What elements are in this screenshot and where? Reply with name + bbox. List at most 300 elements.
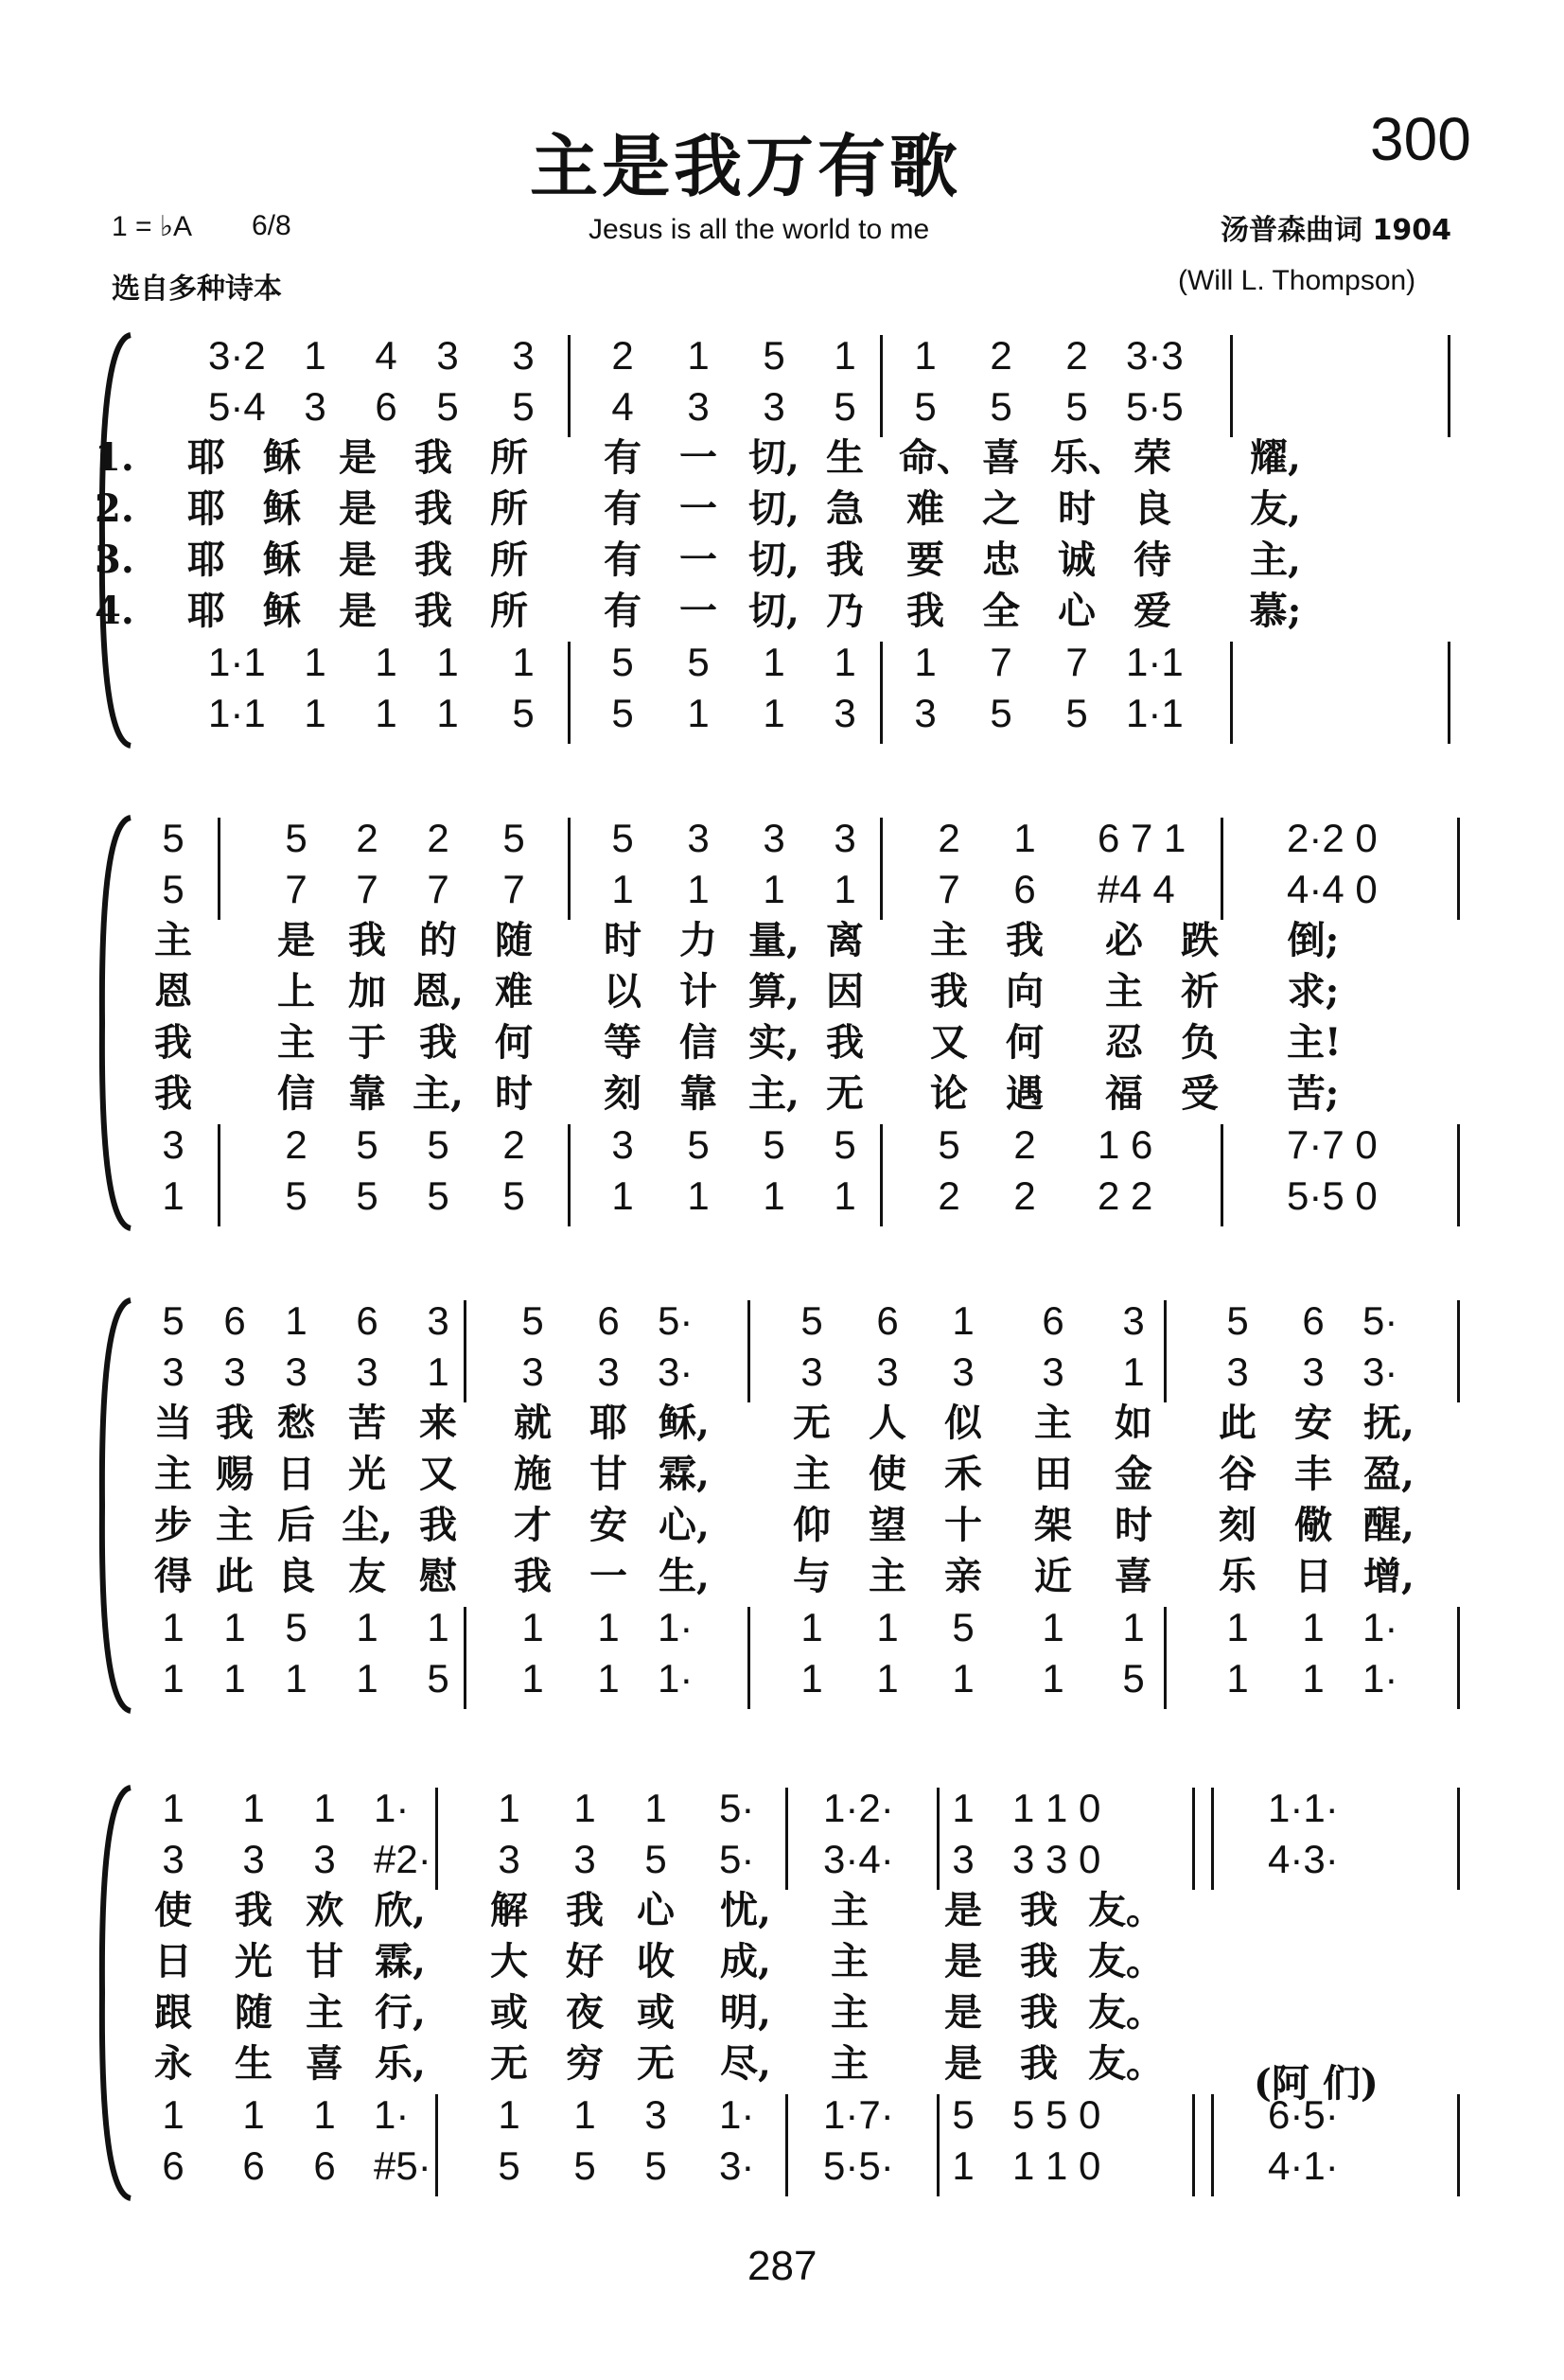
lyric-syllable: 耶 [187,538,225,582]
lyric-syllable: 主 [216,1503,254,1547]
lyric-syllable: 安 [1294,1401,1332,1445]
jianpu-note: 1 [834,867,856,911]
jianpu-note: 1 [512,640,535,684]
jianpu-note: 3 [498,1837,520,1881]
lyric-syllable: 生 [235,2041,272,2086]
jianpu-note: 1 [687,867,710,911]
lyric-syllable: 一 [589,1554,627,1598]
lyric-syllable: 又 [930,1020,968,1065]
jianpu-note: 4·4 0 [1287,867,1378,911]
lyric-syllable: 跌 [1181,918,1219,962]
lyric-syllable: 忧, [720,1888,771,1932]
jianpu-note: 5·5 0 [1287,1173,1378,1218]
lyric-syllable: 福 [1105,1071,1143,1116]
jianpu-note: 1 [952,2143,975,2188]
jianpu-note: 2 [938,1173,960,1218]
jianpu-note: 5 [436,384,459,429]
jianpu-note: 1 [1042,1656,1064,1701]
lyric-syllable: 随 [235,1990,272,2035]
lyric-syllable: 一 [679,538,717,582]
jianpu-note: 1 [800,1605,823,1649]
jianpu-note: 5 [427,1122,449,1167]
lyric-line [104,1937,1476,1986]
jianpu-note: 3 [611,1122,634,1167]
jianpu-note: 7 [502,867,525,911]
jianpu-note: 1·1 [1126,691,1184,735]
jianpu-note: 1· [1362,1656,1398,1701]
verse-number: 1. [95,435,134,480]
lyric-syllable: 于 [348,1020,386,1065]
jianpu-note: 5 [162,816,185,860]
jianpu-note: 5 [162,1298,185,1343]
lyric-syllable: 又 [419,1452,457,1496]
jianpu-note: 4·1· [1268,2143,1339,2188]
lyric-syllable: 有 [604,486,641,531]
jianpu-note: 1· [1362,1605,1398,1649]
lyric-syllable: 此 [216,1554,254,1598]
jianpu-note: 1·1· [1268,1786,1339,1830]
lyric-syllable: 算, [748,969,800,1014]
jianpu-note: 7 [285,867,308,911]
lyric-syllable: 时 [495,1071,533,1116]
lyric-syllable: 一 [679,435,717,480]
lyric-syllable: 我 [1006,918,1044,962]
lyric-syllable: 近 [1034,1554,1072,1598]
lyric-syllable: 信 [277,1071,315,1116]
lyric-syllable: 大 [490,1939,528,1983]
jianpu-note: 1· [374,1786,410,1830]
jianpu-note: 1 [223,1605,246,1649]
lyric-syllable: 无 [826,1071,864,1116]
lyric-syllable: 切, [748,435,800,480]
lyric-syllable: 生 [826,435,864,480]
lyric-syllable: 良 [1133,486,1171,531]
lyric-syllable: 友。 [1088,1888,1164,1932]
lyric-syllable: 无 [490,2041,528,2086]
lyric-syllable: 使 [869,1452,906,1496]
jianpu-note: 5 [356,1173,378,1218]
jianpu-note: 3 [512,333,535,378]
jianpu-note: 1 [285,1298,308,1343]
verse-number: 4. [95,589,134,633]
jianpu-note: 3 [644,2092,667,2137]
lyric-syllable: 或 [490,1990,528,2035]
lyric-syllable: 一 [679,486,717,531]
lyric-syllable: 或 [637,1990,675,2035]
jianpu-note: 1·1 [208,640,266,684]
lyric-syllable: 慰 [419,1554,457,1598]
lyric-syllable: 难 [495,969,533,1014]
lyric-syllable: 是 [944,1990,982,2035]
note-line [104,1835,1476,1884]
jianpu-note: 5 [611,640,634,684]
jianpu-note: 5 [834,1122,856,1167]
lyric-syllable: 所 [490,589,528,633]
jianpu-note: 3 [162,1122,185,1167]
jianpu-note: 1 1 0 [1012,1786,1101,1830]
lyric-syllable: 丰 [1294,1452,1332,1496]
jianpu-note: 5 [502,816,525,860]
jianpu-note: 5 [285,1605,308,1649]
lyric-syllable: 望 [869,1503,906,1547]
jianpu-note: 3 [223,1349,246,1394]
lyric-syllable: 切, [748,486,800,531]
jianpu-note: 5 5 0 [1012,2092,1101,2137]
lyric-syllable: 成, [720,1939,771,1983]
jianpu-note: 7 [427,867,449,911]
jianpu-note: 5· [719,1837,755,1881]
jianpu-note: 1 [162,2092,185,2137]
lyric-syllable: 永 [154,2041,192,2086]
jianpu-note: 5 [1122,1656,1145,1701]
jianpu-note: 5·5 [1126,384,1184,429]
lyric-syllable: 主 [1034,1401,1072,1445]
lyric-syllable: 稣 [263,538,301,582]
lyric-syllable: 我 [1020,1939,1058,1983]
lyric-line [95,485,1476,534]
lyric-syllable: 耀, [1250,435,1301,480]
lyric-syllable: 受 [1181,1071,1219,1116]
lyric-syllable: 诚 [1058,538,1096,582]
jianpu-note: 4·3· [1268,1837,1339,1881]
note-line [104,1120,1476,1170]
lyric-line [104,1399,1476,1448]
lyric-syllable: 我 [154,1071,192,1116]
note-line [104,638,1476,687]
jianpu-note: 4 [611,384,634,429]
jianpu-note: 1 6 [1098,1122,1153,1167]
jianpu-note: 2 2 [1098,1173,1153,1218]
composer-english: (Will L. Thompson) [1178,265,1416,296]
lyric-syllable: 负 [1181,1020,1219,1065]
lyric-syllable: 我 [235,1888,272,1932]
lyric-syllable: 量, [748,918,800,962]
lyric-syllable: 我 [414,486,452,531]
jianpu-note: #5· [374,2143,431,2188]
jianpu-note: 1 [952,1656,975,1701]
jianpu-note: 1 [763,867,785,911]
lyric-syllable: 跟 [154,1990,192,2035]
lyric-syllable: 以 [604,969,641,1014]
jianpu-note: 1 [436,691,459,735]
english-subtitle: Jesus is all the world to me [589,214,930,245]
jianpu-note: 3 [162,1349,185,1394]
jianpu-note: 2 [427,816,449,860]
jianpu-note: 5 [834,384,856,429]
jianpu-note: 1 [162,1605,185,1649]
jianpu-note: 1 [521,1605,544,1649]
jianpu-note: 1 [763,691,785,735]
lyric-syllable: 主, [748,1071,800,1116]
lyric-syllable: 靠 [679,1071,717,1116]
jianpu-note: 6 [1302,1298,1325,1343]
lyric-syllable: 的 [419,918,457,962]
lyric-syllable: 爱 [1133,589,1171,633]
lyric-syllable: 计 [679,969,717,1014]
lyric-syllable: 安 [589,1503,627,1547]
lyric-syllable: 主, [1250,538,1301,582]
lyric-syllable: 信 [679,1020,717,1065]
jianpu-note: 1 [914,333,937,378]
lyric-syllable: 祈 [1181,969,1219,1014]
note-line [104,331,1476,380]
lyric-syllable: 离 [826,918,864,962]
jianpu-note: 5 [356,1122,378,1167]
lyric-syllable: 我 [216,1401,254,1445]
lyric-syllable: 一 [679,589,717,633]
jianpu-note: 1 [242,2092,265,2137]
lyric-syllable: 赐 [216,1452,254,1496]
jianpu-note: 1 [356,1656,378,1701]
lyric-line [104,1501,1476,1550]
lyric-syllable: 收 [637,1939,675,1983]
jianpu-note: 2 [611,333,634,378]
lyric-syllable: 我 [414,538,452,582]
jianpu-note: 5 [990,384,1012,429]
lyric-syllable: 愁 [277,1401,315,1445]
jianpu-note: 7 [990,640,1012,684]
jianpu-note: 3 [1226,1349,1249,1394]
lyric-syllable: 因 [826,969,864,1014]
note-line [104,1784,1476,1833]
jianpu-note: 1 [375,640,397,684]
time-signature: 6/8 [252,210,291,241]
lyric-syllable: 喜 [306,2041,343,2086]
note-line [104,1296,1476,1346]
jianpu-note: 3 [573,1837,596,1881]
lyric-line [104,1450,1476,1499]
lyric-syllable: 醒, [1363,1503,1415,1547]
lyric-syllable: 主 [831,1939,869,1983]
jianpu-note: 1 [521,1656,544,1701]
lyric-syllable: 似 [944,1401,982,1445]
lyric-syllable: 有 [604,538,641,582]
jianpu-note: 5 [687,1122,710,1167]
jianpu-note: 5· [658,1298,694,1343]
jianpu-note: 1 [687,1173,710,1218]
lyric-syllable: 主 [831,2041,869,2086]
lyric-syllable: 遇 [1006,1071,1044,1116]
jianpu-note: 2·2 0 [1287,816,1378,860]
lyric-syllable: 我 [1020,1990,1058,2035]
lyric-syllable: 此 [1219,1401,1256,1445]
jianpu-note: 1 [1013,816,1036,860]
jianpu-note: 1 [644,1786,667,1830]
jianpu-note: 5 [1226,1298,1249,1343]
jianpu-note: 5· [719,1786,755,1830]
jianpu-note: 6 [1042,1298,1064,1343]
lyric-line [95,433,1476,483]
lyric-syllable: 心, [659,1503,710,1547]
jianpu-note: 5 [427,1656,449,1701]
lyric-syllable: 人 [869,1401,906,1445]
jianpu-note: 3· [1362,1349,1398,1394]
lyric-syllable: 乐、 [1050,435,1126,480]
lyric-syllable: 加 [348,969,386,1014]
jianpu-note: 3· [719,2143,755,2188]
jianpu-note: 5 [162,867,185,911]
lyric-syllable: 光 [348,1452,386,1496]
jianpu-note: 5 [1065,691,1088,735]
jianpu-note: 1 [573,1786,596,1830]
lyric-syllable: 生, [659,1554,710,1598]
lyric-line [104,1018,1476,1067]
lyric-syllable: 我 [514,1554,552,1598]
lyric-syllable: 何 [1006,1020,1044,1065]
page-number: 287 [747,2243,817,2289]
lyric-syllable: 好 [566,1939,604,1983]
lyric-syllable: 耶 [187,435,225,480]
jianpu-note: 3 [763,384,785,429]
jianpu-note: 1 [1122,1349,1145,1394]
lyric-syllable: 后 [277,1503,315,1547]
lyric-syllable: 喜 [982,435,1020,480]
lyric-syllable: 主 [930,918,968,962]
jianpu-note: 6 [597,1298,620,1343]
lyric-syllable: 苦 [348,1401,386,1445]
lyric-syllable: 友 [348,1554,386,1598]
note-line [104,689,1476,738]
lyric-syllable: 友。 [1088,1990,1164,2035]
lyric-syllable: 要 [906,538,944,582]
jianpu-note: 3 [834,691,856,735]
jianpu-note: 1 1 0 [1012,2143,1101,2188]
jianpu-note: 5 [521,1298,544,1343]
jianpu-note: 1 [1122,1605,1145,1649]
lyric-syllable: 所 [490,538,528,582]
lyric-line [104,916,1476,965]
lyric-syllable: 友, [1250,486,1301,531]
jianpu-note: 1 [162,1786,185,1830]
lyric-syllable: 光 [235,1939,272,1983]
lyric-syllable: 恩 [154,969,192,1014]
note-line [104,2142,1476,2191]
verse-number: 3. [95,538,134,582]
lyric-syllable: 主 [306,1990,343,2035]
amen-label: (阿 们) [1254,2061,1379,2106]
verse-number: 2. [95,486,134,531]
lyric-syllable: 主 [831,1888,869,1932]
jianpu-note: 1 [952,1298,975,1343]
lyric-syllable: 求; [1287,969,1340,1014]
lyric-syllable: 全 [982,589,1020,633]
lyric-syllable: 良 [277,1554,315,1598]
lyric-syllable: 主 [793,1452,831,1496]
jianpu-note: 1 [834,640,856,684]
jianpu-note: 3 [834,816,856,860]
jianpu-note: 3 [1302,1349,1325,1394]
jianpu-note: 1 [223,1656,246,1701]
jianpu-note: 3·2 [208,333,266,378]
jianpu-note: #2· [374,1837,431,1881]
lyric-syllable: 慕; [1249,589,1302,633]
jianpu-note: 5 [573,2143,596,2188]
jianpu-note: 1 [573,2092,596,2137]
jianpu-note: 1·7· [823,2092,894,2137]
jianpu-note: 7·7 0 [1287,1122,1378,1167]
jianpu-note: 6 [356,1298,378,1343]
jianpu-note: 5 [427,1173,449,1218]
jianpu-note: 1 [313,2092,336,2137]
lyric-syllable: 穷 [566,2041,604,2086]
jianpu-note: 1 [162,1173,185,1218]
lyric-syllable: 我 [826,1020,864,1065]
jianpu-note: 5 [285,1173,308,1218]
lyric-syllable: 实, [748,1020,800,1065]
jianpu-note: 5 [938,1122,960,1167]
jianpu-note: 5 [512,691,535,735]
jianpu-note: 3 [436,333,459,378]
lyric-syllable: 主! [1287,1020,1342,1065]
lyric-syllable: 必 [1105,918,1143,962]
jianpu-note: 3 [914,691,937,735]
lyric-syllable: 与 [793,1554,831,1598]
lyric-syllable: 架 [1034,1503,1072,1547]
lyric-syllable: 谷 [1219,1452,1256,1496]
jianpu-note: 5 [644,1837,667,1881]
jianpu-note: 1· [719,2092,755,2137]
lyric-syllable: 耶 [187,486,225,531]
jianpu-note: 3 [162,1837,185,1881]
jianpu-note: 3 [763,816,785,860]
lyric-syllable: 时 [604,918,641,962]
lyric-syllable: 耶 [589,1401,627,1445]
lyric-syllable: 荣 [1133,435,1171,480]
lyric-syllable: 稣 [263,435,301,480]
jianpu-note: 1 [876,1605,899,1649]
jianpu-note: 1 [436,640,459,684]
jianpu-note: 3 [313,1837,336,1881]
lyric-syllable: 使 [154,1888,192,1932]
lyric-syllable: 友。 [1088,2041,1164,2086]
jianpu-note: 1· [658,1656,694,1701]
jianpu-note: 6 [223,1298,246,1343]
lyric-syllable: 喜 [1115,1554,1152,1598]
jianpu-note: 2 [990,333,1012,378]
lyric-line [104,967,1476,1016]
jianpu-note: 6 [375,384,397,429]
lyric-syllable: 日 [1294,1554,1332,1598]
lyric-syllable: 是 [944,1888,982,1932]
jianpu-note: 2 [1013,1173,1036,1218]
jianpu-note: 1 [834,1173,856,1218]
jianpu-note: 1 [597,1605,620,1649]
lyric-syllable: 金 [1115,1452,1152,1496]
note-line [104,865,1476,914]
lyric-syllable: 何 [495,1020,533,1065]
lyric-syllable: 亲 [944,1554,982,1598]
lyric-syllable: 向 [1006,969,1044,1014]
jianpu-note: 1 [285,1656,308,1701]
jianpu-note: 2 [356,816,378,860]
lyric-syllable: 我 [419,1503,457,1547]
jianpu-note: 1·1 [1126,640,1184,684]
jianpu-note: 3 [876,1349,899,1394]
jianpu-note: 5 [512,384,535,429]
lyric-syllable: 我 [930,969,968,1014]
jianpu-note: 7 [356,867,378,911]
jianpu-note: 3 [285,1349,308,1394]
jianpu-note: 5·5· [823,2143,894,2188]
lyric-syllable: 盈, [1363,1452,1415,1496]
jianpu-note: #4 4 [1098,867,1175,911]
jianpu-note: 1 [375,691,397,735]
lyric-syllable: 之 [982,486,1020,531]
jianpu-note: 3·3 [1126,333,1184,378]
jianpu-note: 5 [502,1173,525,1218]
lyric-syllable: 欣, [375,1888,426,1932]
lyric-syllable: 待 [1133,538,1171,582]
